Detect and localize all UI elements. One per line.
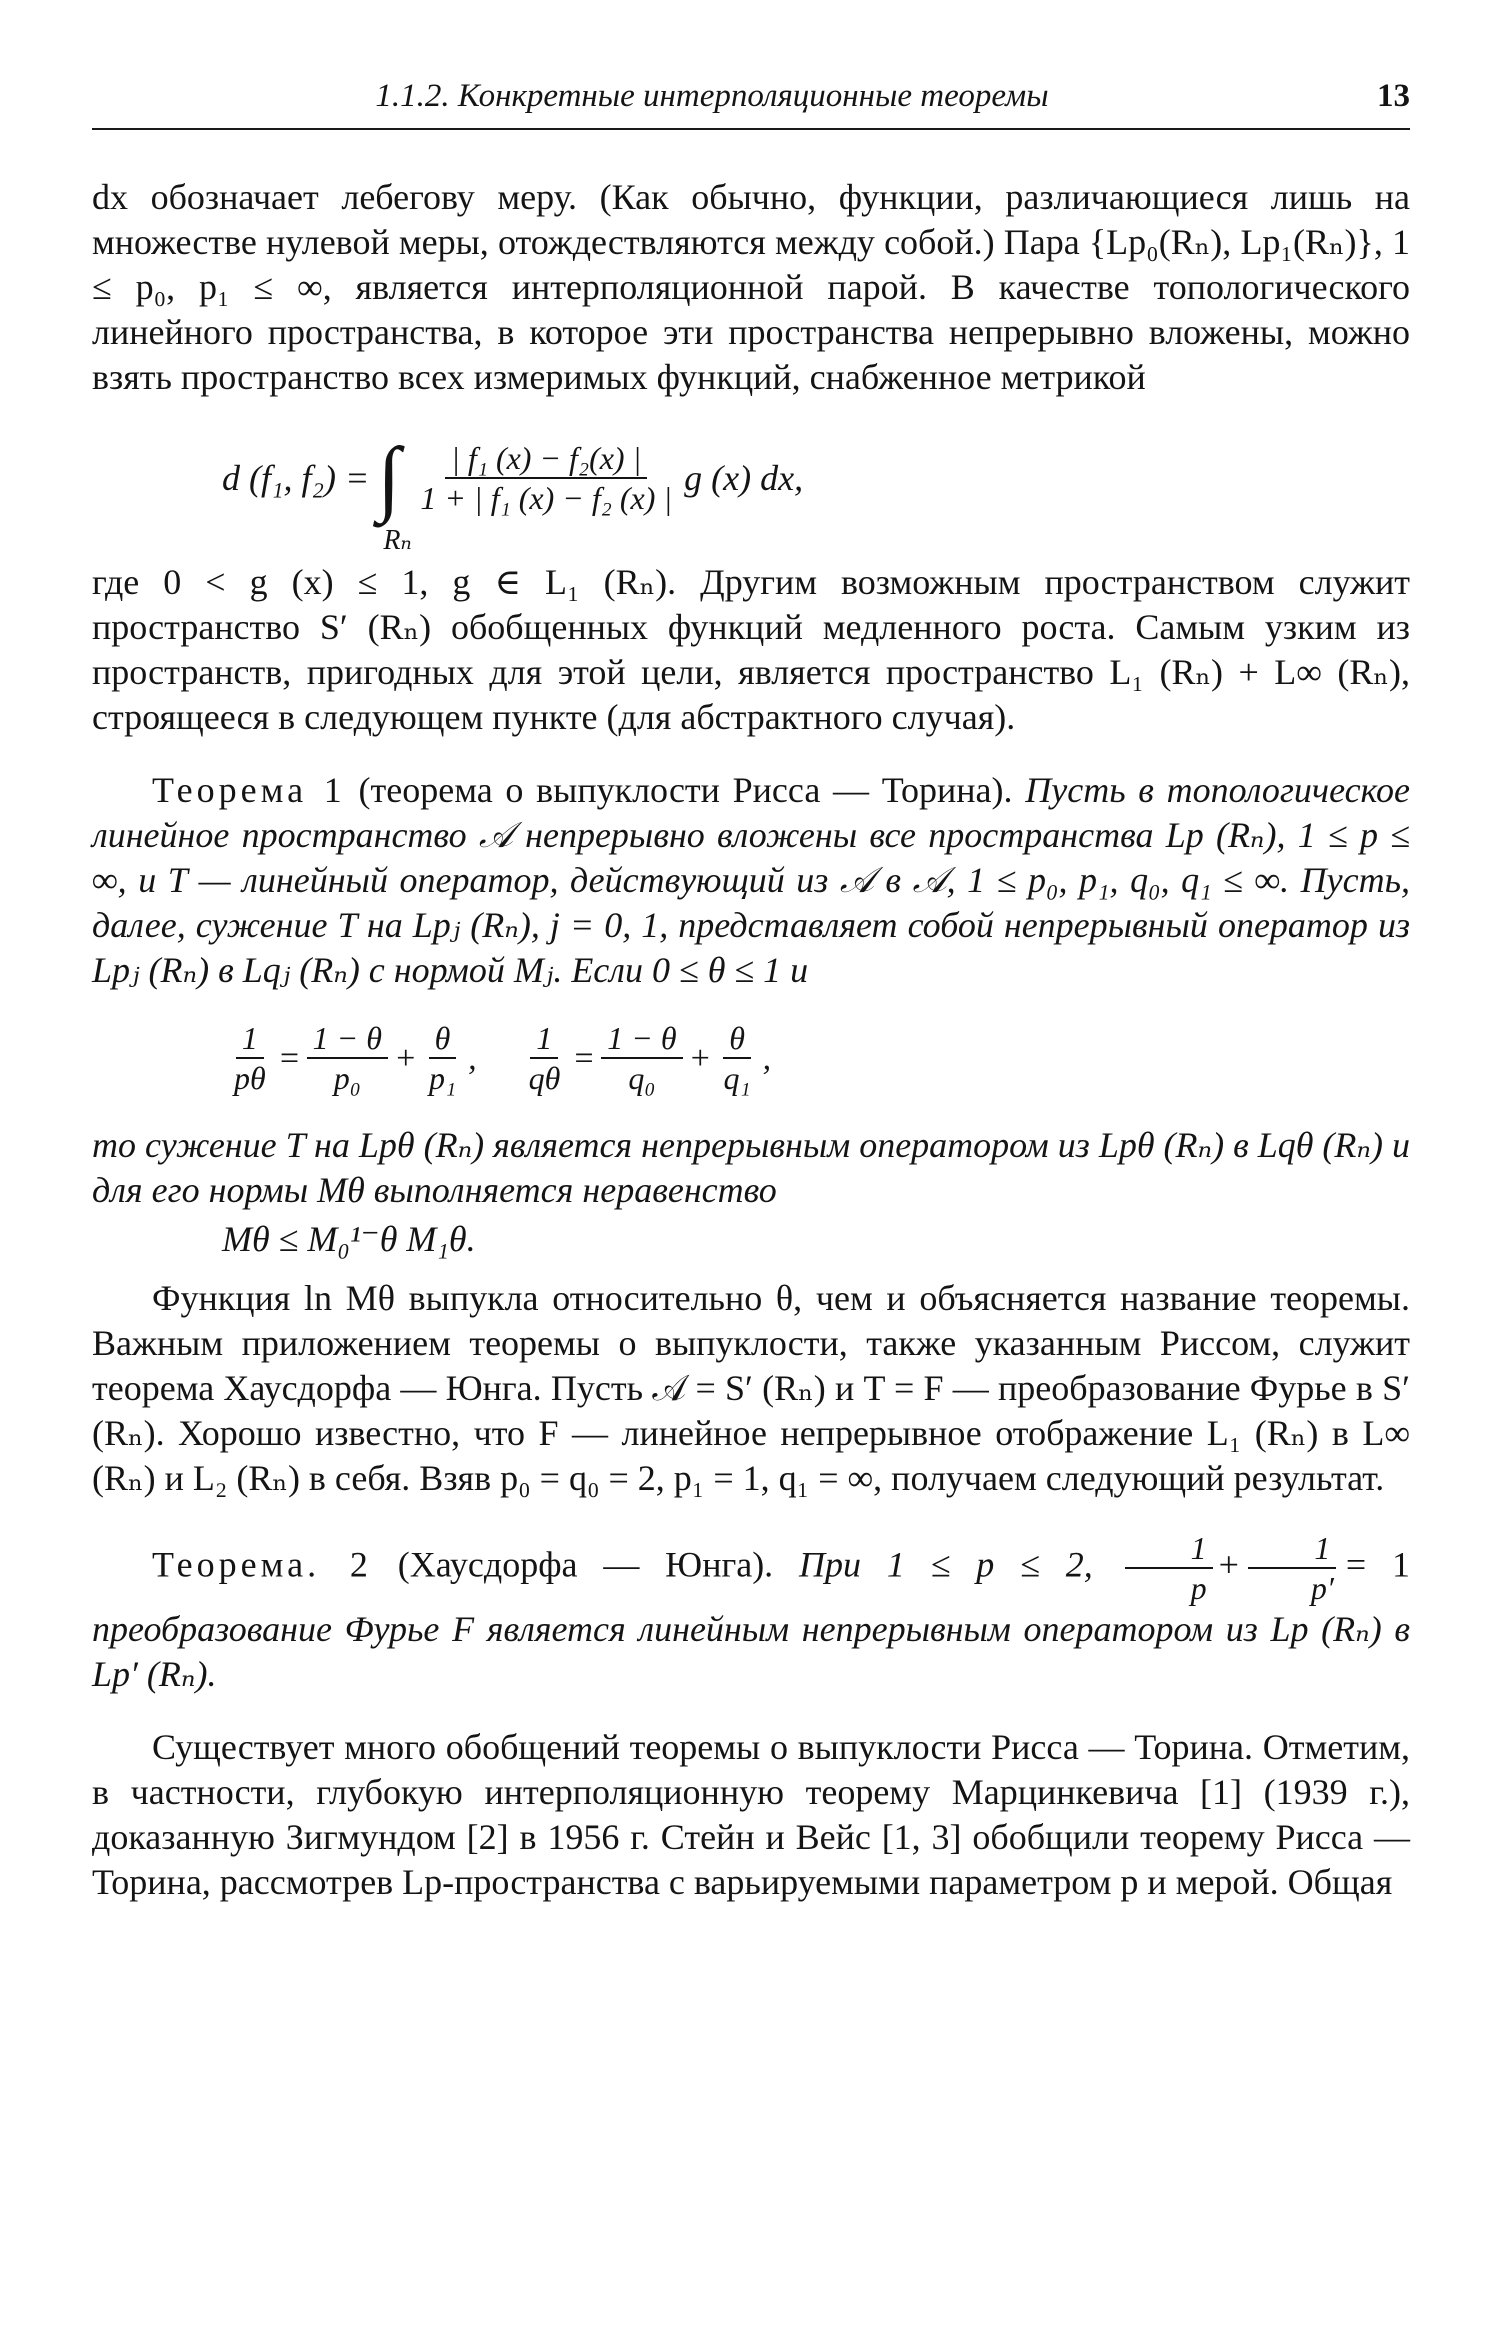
integral-domain: Rₙ — [383, 525, 412, 556]
page-header — [92, 70, 1410, 130]
equals-sign: = — [277, 1039, 301, 1077]
frac-den: p — [1190, 1570, 1207, 1606]
metric-fraction — [414, 439, 678, 517]
frac-den: q₀ — [628, 1060, 656, 1096]
metric-lhs: d (f₁, f₂) = — [222, 457, 370, 498]
plus-sign: + — [1218, 1544, 1239, 1585]
metric-formula — [222, 408, 1410, 556]
frac-num: θ — [429, 1019, 457, 1059]
frac-theta-q1 — [718, 1019, 757, 1097]
comma: , — [762, 1039, 772, 1077]
integral-symbol: ∫ — [377, 431, 401, 524]
frac-den: p′ — [1310, 1570, 1334, 1606]
theorem-2 — [92, 1529, 1410, 1697]
frac-theta-p1 — [423, 1019, 462, 1097]
frac-num: 1 − θ — [601, 1019, 682, 1059]
comma: , — [468, 1039, 477, 1077]
paragraph-generalizations: Существует много обобщений теоремы о выпуклости Рисса — Торина. Отметим, в частности, глубокую интерполяционную теорему Марцинкевича [1] (1939 г.), доказанную Зигмундом [2] в 1956 г. Стейн и Вейс [1, 3] обобщили теорему Рисса — Торина, рассмотрев Lp-пространства с варьируемыми параметром p и мерой. Общая — [92, 1727, 1410, 1902]
theorem-2-label: Теорема. 2 — [152, 1544, 372, 1585]
frac-den: p₀ — [333, 1060, 361, 1096]
frac-1-pprime — [1245, 1529, 1340, 1607]
frac-den: p₁ — [428, 1060, 457, 1096]
plus-sign: + — [688, 1039, 712, 1077]
theorem-1-conclusion: то сужение T на Lpθ (Rₙ) является непрерывным оператором из Lpθ (Rₙ) в Lqθ (Rₙ) и для его нормы Mθ выполняется неравенство — [92, 1125, 1410, 1210]
plus-sign: + — [393, 1039, 417, 1077]
theorem-1-inequality: Mθ ≤ M₀¹⁻θ M₁θ. — [222, 1219, 476, 1259]
frac-1-qtheta — [523, 1019, 567, 1097]
paragraph-spaces: где 0 < g (x) ≤ 1, g ∈ L₁ (Rₙ). Другим возможным пространством служит пространство S′ (Rₙ) обобщенных функций медленного роста. Самым узким из пространств, пригодных для этой цели, является пространство L₁ (Rₙ) + L∞ (Rₙ), строящееся в следующем пункте (для абстрактного случая). — [92, 562, 1410, 737]
frac-1-p — [1125, 1529, 1213, 1607]
theorem-1-formula — [222, 1019, 1410, 1097]
frac-num: 1 — [1125, 1529, 1213, 1569]
integral-sign — [377, 431, 412, 556]
frac-den: qθ — [528, 1060, 561, 1096]
theorem-2-condition: При 1 ≤ p ≤ 2, — [799, 1544, 1093, 1585]
theorem-1-label: Теорема 1 — [152, 770, 346, 810]
equals-one: = 1 — [1345, 1544, 1411, 1585]
frac-num: 1 — [1248, 1529, 1336, 1569]
frac-num: 1 — [530, 1019, 558, 1059]
metric-denominator: 1 + | f₁ (x) − f₂ (x) | — [420, 480, 673, 516]
frac-den: q₁ — [723, 1060, 751, 1096]
frac-num: θ — [723, 1019, 751, 1059]
theorem-1 — [92, 768, 1410, 993]
paragraph-hausdorff-young-intro: Функция ln Mθ выпукла относительно θ, чем и объясняется название теоремы. Важным приложением теоремы о выпуклости, также указанным Риссом, служит теорема Хаусдорфа — Юнга. Пусть 𝒜 = S′ (Rₙ) и T = F — преобразование Фурье в S′ (Rₙ). Хорошо известно, что F — линейное непрерывное отображение L₁ (Rₙ) в L∞ (Rₙ) и L₂ (Rₙ) в себя. Взяв p₀ = q₀ = 2, p₁ = 1, q₁ = ∞, получаем следующий результат. — [92, 1278, 1410, 1498]
page-body — [92, 175, 1410, 1905]
theorem-1-statement: Пусть в топологическое линейное пространство 𝒜 непрерывно вложены все пространства Lp (Rₙ), 1 ≤ p ≤ ∞, и T — линейный оператор, действующий из 𝒜 в 𝒜, 1 ≤ p₀, p₁, q₀, q₁ ≤ ∞. Пусть, далее, сужение T на Lpⱼ (Rₙ), j = 0, 1, представляет собой непрерывный оператор из Lpⱼ (Rₙ) в Lqⱼ (Rₙ) с нормой Mⱼ. Если 0 ≤ θ ≤ 1 и — [92, 770, 1411, 990]
equals-sign: = — [572, 1039, 596, 1077]
frac-num: 1 − θ — [307, 1019, 388, 1059]
frac-1mtheta-q0 — [601, 1019, 682, 1097]
theorem-2-name: (Хаусдорфа — Юнга). — [397, 1544, 774, 1585]
frac-1-ptheta — [228, 1019, 272, 1097]
theorem-2-statement: преобразование Фурье F является линейным непрерывным оператором из Lp (Rₙ) в Lp′ (Rₙ). — [92, 1609, 1410, 1694]
frac-num: 1 — [236, 1019, 264, 1059]
running-title: 1.1.2. Конкретные интерполяционные теоремы — [375, 78, 1049, 114]
page-number: 13 — [1377, 78, 1410, 114]
metric-numerator: | f₁ (x) − f₂(x) | — [445, 439, 647, 479]
frac-1mtheta-p0 — [307, 1019, 388, 1097]
metric-tail: g (x) dx, — [684, 457, 804, 498]
paragraph-metric-intro: dx обозначает лебегову меру. (Как обычно, функции, различающиеся лишь на множестве нулевой меры, отождествляются между собой.) Пара {Lp₀(Rₙ), Lp₁(Rₙ)}, 1 ≤ p₀, p₁ ≤ ∞, является интерполяционной парой. В качестве топологического линейного пространства, в которое эти пространства непрерывно вложены, можно взять пространство всех измеримых функций, снабженное метрикой — [92, 177, 1410, 397]
theorem-1-name: (теорема о выпуклости Рисса — Торина). — [358, 770, 1013, 810]
frac-den: pθ — [234, 1060, 266, 1096]
